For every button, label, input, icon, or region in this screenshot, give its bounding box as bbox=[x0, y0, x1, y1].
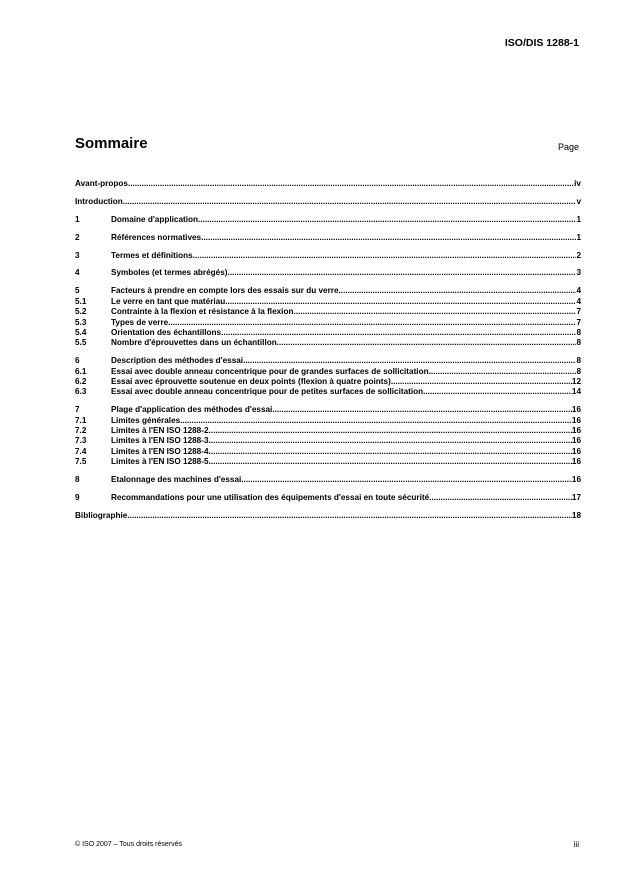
toc-entry-page: 4 bbox=[576, 286, 581, 296]
toc-entry-page: 16 bbox=[571, 405, 581, 415]
toc-dot-leader bbox=[193, 251, 577, 261]
toc-dot-leader bbox=[429, 493, 572, 503]
toc-dot-leader bbox=[241, 475, 572, 485]
toc-entry[interactable] bbox=[75, 356, 581, 366]
toc-entry[interactable] bbox=[75, 268, 581, 278]
toc-entry-title: Etalonnage des machines d'essai bbox=[111, 475, 242, 485]
toc-entry-number: 6.3 bbox=[75, 387, 87, 397]
toc-entry-page: 8 bbox=[576, 327, 581, 337]
toc-dot-leader bbox=[277, 338, 577, 348]
toc-entry-number: 7.3 bbox=[75, 436, 87, 446]
toc-dot-leader bbox=[128, 179, 574, 189]
toc-entry-title: Limites à l'EN ISO 1288-2 bbox=[111, 426, 209, 436]
toc-entry[interactable] bbox=[75, 493, 581, 503]
toc-entry-number: 7.4 bbox=[75, 446, 87, 456]
toc-entry[interactable] bbox=[75, 447, 581, 457]
toc-entry-page: 16 bbox=[571, 446, 581, 456]
toc-entry-title: Termes et définitions bbox=[111, 250, 193, 260]
toc-dot-leader bbox=[272, 405, 572, 415]
toc-entry[interactable] bbox=[75, 318, 581, 328]
toc-spacer bbox=[75, 279, 581, 287]
toc-entry-number: 6.2 bbox=[75, 376, 87, 386]
toc-dot-leader bbox=[243, 356, 576, 366]
toc-entry-title: Le verre en tant que matériau bbox=[111, 296, 226, 306]
toc-entry[interactable] bbox=[75, 197, 581, 207]
toc-dot-leader bbox=[225, 297, 576, 307]
toc-spacer bbox=[75, 189, 581, 197]
toc-entry-number: 3 bbox=[75, 250, 80, 260]
toc-entry-page: 4 bbox=[576, 296, 581, 306]
toc-dot-leader bbox=[293, 307, 576, 317]
toc-entry-number: 5.2 bbox=[75, 307, 87, 317]
toc-entry[interactable] bbox=[75, 297, 581, 307]
toc-entry-title: Plage d'application des méthodes d'essai bbox=[111, 405, 273, 415]
table-of-contents bbox=[75, 179, 581, 521]
toc-entry-number: 5.1 bbox=[75, 296, 87, 306]
toc-entry[interactable] bbox=[75, 328, 581, 338]
toc-entry-page: 16 bbox=[571, 426, 581, 436]
toc-entry-title: Contrainte à la flexion et résistance à la flexion bbox=[111, 307, 294, 317]
toc-entry[interactable] bbox=[75, 179, 581, 189]
toc-entry-number: 7.1 bbox=[75, 415, 87, 425]
toc-entry-page: 7 bbox=[576, 317, 581, 327]
toc-entry-title: Essai avec éprouvette soutenue en deux points (flexion à quatre points) bbox=[111, 376, 391, 386]
toc-entry-title: Limites à l'EN ISO 1288-3 bbox=[111, 436, 209, 446]
toc-entry-number: 7.5 bbox=[75, 457, 87, 467]
toc-entry-page: 1 bbox=[576, 232, 581, 242]
toc-entry-page: 16 bbox=[571, 457, 581, 467]
toc-entry-page: 18 bbox=[571, 510, 581, 520]
toc-spacer bbox=[75, 468, 581, 476]
toc-dot-leader bbox=[221, 328, 576, 338]
toc-entry-page: 2 bbox=[576, 250, 581, 260]
toc-entry-title: Orientation des échantillons bbox=[111, 327, 222, 337]
toc-entry-number: 1 bbox=[75, 214, 80, 224]
toc-entry[interactable] bbox=[75, 405, 581, 415]
footer-page-number: iii bbox=[573, 840, 579, 849]
document-id: ISO/DIS 1288-1 bbox=[504, 37, 579, 49]
toc-entry-title: Introduction bbox=[75, 196, 123, 206]
toc-dot-leader bbox=[429, 367, 577, 377]
toc-entry-number: 5.5 bbox=[75, 338, 87, 348]
toc-entry-number: 5 bbox=[75, 286, 80, 296]
toc-entry-title: Domaine d'application bbox=[111, 214, 199, 224]
toc-entry-title: Limites à l'EN ISO 1288-5 bbox=[111, 457, 209, 467]
toc-entry-title: Facteurs à prendre en compte lors des essais sur du verre bbox=[111, 286, 339, 296]
toc-entry-page: 14 bbox=[571, 387, 581, 397]
toc-spacer bbox=[75, 261, 581, 269]
toc-entry-title: Description des méthodes d'essai bbox=[111, 356, 244, 366]
toc-entry-page: 8 bbox=[576, 356, 581, 366]
toc-entry-page: 8 bbox=[576, 338, 581, 348]
toc-entry-number: 9 bbox=[75, 492, 80, 502]
toc-entry-page: 17 bbox=[571, 492, 581, 502]
toc-entry-page: 1 bbox=[576, 214, 581, 224]
toc-entry-page: 16 bbox=[571, 415, 581, 425]
toc-entry-title: Limites générales bbox=[111, 415, 181, 425]
toc-dot-leader bbox=[391, 377, 572, 387]
toc-entry[interactable] bbox=[75, 307, 581, 317]
toc-dot-leader bbox=[198, 215, 576, 225]
footer-copyright: © ISO 2007 – Tous droits réservés bbox=[75, 841, 182, 848]
toc-entry-number: 5.3 bbox=[75, 317, 87, 327]
toc-entry[interactable] bbox=[75, 367, 581, 377]
toc-entry-title: Essai avec double anneau concentrique pour de petites surfaces de sollicitation bbox=[111, 387, 424, 397]
toc-entry[interactable] bbox=[75, 416, 581, 426]
toc-dot-leader bbox=[168, 318, 576, 328]
toc-dot-leader bbox=[339, 286, 577, 296]
toc-entry[interactable] bbox=[75, 387, 581, 397]
toc-entry-title: Recommandations pour une utilisation des équipements d'essai en toute sécurité bbox=[111, 492, 430, 502]
toc-entry[interactable] bbox=[75, 475, 581, 485]
toc-entry[interactable] bbox=[75, 511, 581, 521]
toc-entry[interactable] bbox=[75, 215, 581, 225]
toc-entry-title: Limites à l'EN ISO 1288-4 bbox=[111, 446, 209, 456]
toc-entry-title: Symboles (et termes abrégés) bbox=[111, 268, 228, 278]
toc-entry-page: 16 bbox=[571, 475, 581, 485]
toc-entry-page: 8 bbox=[576, 366, 581, 376]
toc-entry[interactable] bbox=[75, 338, 581, 348]
toc-spacer bbox=[75, 225, 581, 233]
toc-entry[interactable] bbox=[75, 436, 581, 446]
toc-entry-page: v bbox=[576, 196, 581, 206]
toc-entry-page: 7 bbox=[576, 307, 581, 317]
page-title: Sommaire bbox=[75, 135, 148, 152]
toc-entry[interactable] bbox=[75, 457, 581, 467]
toc-dot-leader bbox=[209, 436, 572, 446]
toc-entry[interactable] bbox=[75, 286, 581, 296]
toc-dot-leader bbox=[209, 457, 572, 467]
toc-entry-page: 3 bbox=[576, 268, 581, 278]
toc-spacer bbox=[75, 207, 581, 215]
toc-entry-number: 7 bbox=[75, 405, 80, 415]
toc-entry-title: Nombre d'éprouvettes dans un échantillon bbox=[111, 338, 277, 348]
toc-spacer bbox=[75, 243, 581, 251]
toc-entry-title: Avant-propos bbox=[75, 179, 128, 188]
toc-dot-leader bbox=[201, 233, 576, 243]
toc-entry-page: iv bbox=[574, 179, 581, 188]
toc-spacer bbox=[75, 349, 581, 357]
toc-entry-number: 6 bbox=[75, 356, 80, 366]
toc-entry-number: 7.2 bbox=[75, 426, 87, 436]
toc-entry-number: 6.1 bbox=[75, 366, 87, 376]
toc-spacer bbox=[75, 485, 581, 493]
toc-entry-number: 4 bbox=[75, 268, 80, 278]
toc-dot-leader bbox=[127, 511, 572, 521]
toc-entry[interactable] bbox=[75, 377, 581, 387]
toc-dot-leader bbox=[423, 387, 572, 397]
toc-dot-leader bbox=[123, 197, 577, 207]
page-column-label: Page bbox=[557, 142, 579, 152]
toc-entry-number: 2 bbox=[75, 232, 80, 242]
toc-entry-title: Bibliographie bbox=[75, 510, 128, 520]
toc-entry[interactable] bbox=[75, 233, 581, 243]
toc-entry-number: 5.4 bbox=[75, 327, 87, 337]
toc-entry-title: Types de verre bbox=[111, 317, 169, 327]
toc-entry-title: Essai avec double anneau concentrique pour de grandes surfaces de sollicitation bbox=[111, 366, 429, 376]
toc-dot-leader bbox=[209, 426, 572, 436]
toc-entry[interactable] bbox=[75, 251, 581, 261]
toc-spacer bbox=[75, 503, 581, 511]
toc-entry-page: 12 bbox=[571, 376, 581, 386]
toc-dot-leader bbox=[228, 268, 577, 278]
toc-entry-title: Références normatives bbox=[111, 232, 202, 242]
toc-spacer bbox=[75, 398, 581, 406]
toc-entry[interactable] bbox=[75, 426, 581, 436]
toc-entry-page: 16 bbox=[571, 436, 581, 446]
toc-dot-leader bbox=[209, 447, 572, 457]
toc-entry-number: 8 bbox=[75, 475, 80, 485]
toc-dot-leader bbox=[180, 416, 572, 426]
